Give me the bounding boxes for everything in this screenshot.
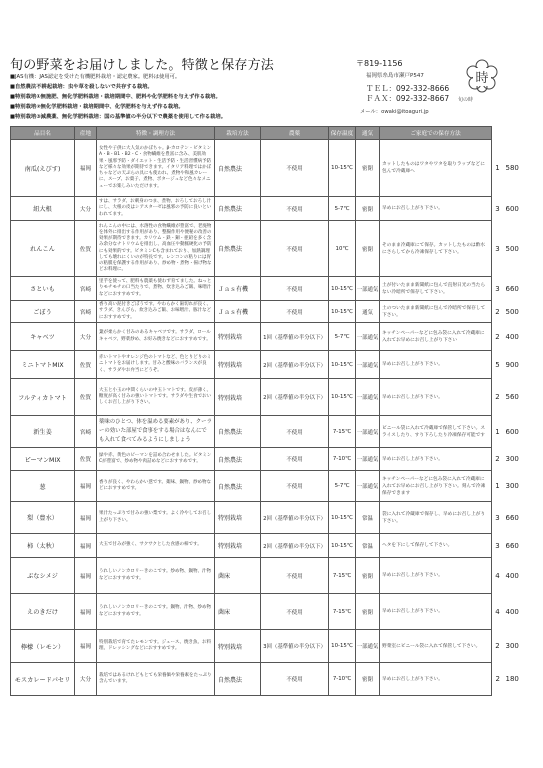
item-storage: ヘタを下にして保存して下さい。 xyxy=(380,534,492,558)
item-method: 自然農法 xyxy=(215,140,261,197)
item-feature: 特別栽培で育てたレモンです。ジュース、焼き魚、お料理、ドレッシングなどにおすすめです。 xyxy=(97,630,215,663)
item-name: 新生姜 xyxy=(11,416,75,448)
item-origin: 福岡 xyxy=(75,471,97,502)
item-temperature: 7-15℃ xyxy=(329,594,356,630)
item-ventilation: 一部通気 xyxy=(356,323,380,351)
item-price: 400 xyxy=(505,607,519,616)
item-temperature: 10-15℃ xyxy=(329,379,356,416)
header-item-name: 品目名 xyxy=(11,127,75,140)
item-feature: 大玉で甘みが強く、サクサクとした食感の柿です。 xyxy=(97,534,215,558)
header-pesticide: 農薬 xyxy=(261,127,329,140)
item-storage: 早めにお召し上がり下さい。 xyxy=(380,558,492,594)
item-price: 580 xyxy=(505,164,519,172)
item-temperature: 7-10℃ xyxy=(329,663,356,696)
item-ventilation: 一部通気 xyxy=(356,379,380,416)
item-price: 500 xyxy=(505,244,519,253)
item-temperature: 10-15℃ xyxy=(329,502,356,534)
item-origin: 福岡 xyxy=(75,558,97,594)
item-ventilation: 常温 xyxy=(356,502,380,534)
table-row xyxy=(11,502,531,534)
zip-code: 〒819-1156 xyxy=(356,59,403,68)
item-ventilation: 密閉 xyxy=(356,594,380,630)
item-quantity: 2 xyxy=(495,642,500,650)
item-storage: 野菜室にビニール袋に入れて保管して下さい。 xyxy=(380,630,492,663)
item-origin: 佐賀 xyxy=(75,351,97,379)
item-name: 紐大根 xyxy=(11,197,75,221)
item-price: 180 xyxy=(505,675,519,683)
item-method: 特別栽培 xyxy=(215,379,261,416)
item-price: 400 xyxy=(505,571,519,580)
item-pesticide: 2回（基準値の半分以下） xyxy=(261,379,329,416)
item-feature: すは、サラダ、お刺身のつま、煮物、おろしておろし汁にし、大根の皮はシアスターゼは風邪の予防に良いといわれてます。 xyxy=(97,197,215,221)
item-name: 柿（太秋） xyxy=(11,534,75,558)
table-header-row xyxy=(11,127,531,140)
item-storage: 袋に入れて冷蔵庫で保存し、早めにお召し上がり下さい。 xyxy=(380,502,492,534)
item-origin: 福岡 xyxy=(75,630,97,663)
item-feature: 赤いトマトやオレンジ色のトマトなど、色とりどりのミニトマトをお届けします。甘みと酸味のバランスが良く、サラダやお弁当にどうぞ。 xyxy=(97,351,215,379)
item-method: Ｊａｓ有機 xyxy=(215,301,261,323)
item-ventilation: 密閉 xyxy=(356,558,380,594)
item-pesticide: 不使用 xyxy=(261,140,329,197)
item-temperature: 7-10℃ xyxy=(329,448,356,471)
item-temperature: 5-7℃ xyxy=(329,323,356,351)
item-ventilation: 一部通気 xyxy=(356,416,380,448)
item-feature: 香りが良く、やわらかい葱です。薬味、鍋物、炒め物などにおすすめです。 xyxy=(97,471,215,502)
logo-char: 時 xyxy=(475,71,489,86)
item-ventilation: 密閉 xyxy=(356,140,380,197)
table-row xyxy=(11,277,531,301)
item-storage: ビニール袋に入れて冷蔵庫で保管して下さい。スライスしたり、すり下ろしたり冷凍保存可能です xyxy=(380,416,492,448)
item-feature: 大玉と小玉の中間くらいの中玉トマトです。皮が薄く、糖度が高く甘みの強いトマトです。サラダや生食でおいしくお召し上がり下さい。 xyxy=(97,379,215,416)
fax-number: ＦＡＸ：092-332-8667 xyxy=(366,94,450,103)
header-price xyxy=(504,127,531,140)
item-quantity: 2 xyxy=(495,675,500,683)
item-quantity: 3 xyxy=(495,204,500,213)
item-name: キャベツ xyxy=(11,323,75,351)
item-quantity: 1 xyxy=(495,427,500,436)
item-feature: れんこんの中には、水溶性の食物繊維が豊富で、老廃物を体外に排出する作用があり、整腸作用や便秘の改善の効果が期待できます。カリウム・鉄・銅・亜鉛を多く含み余分なナトリウムを排出し、高血圧や動脈硬化の予防にも効果的です。ビタミンCも含まれており、加熱調理しても壊れにくいのが特長です。レンコンの粘りには胃の粘膜を保護する作用があり、炒め物・煮物・揚げ物などお料理に。 xyxy=(97,221,215,277)
item-temperature: 7-15℃ xyxy=(329,416,356,448)
item-origin: 宮崎 xyxy=(75,301,97,323)
item-quantity: 5 xyxy=(495,360,500,369)
table-row xyxy=(11,416,531,448)
item-origin: 宮崎 xyxy=(75,277,97,301)
table-row xyxy=(11,630,531,663)
item-feature: 緑や赤、黄色のピーマンを詰め合わせました。ビタミンCが豊富で、炒め物や肉詰めなどにおすすめです。 xyxy=(97,448,215,471)
item-quantity: 4 xyxy=(495,571,500,580)
item-name: 南瓜(えびす) xyxy=(11,140,75,197)
item-pesticide: 2回（基準値の半分以下） xyxy=(261,351,329,379)
item-pesticide: 不使用 xyxy=(261,558,329,594)
item-storage: 早めにお召し上がり下さい。 xyxy=(380,197,492,221)
item-price: 400 xyxy=(505,332,519,341)
table-row xyxy=(11,197,531,221)
item-pesticide: 2回（基準値の半分以下） xyxy=(261,502,329,534)
item-ventilation: 一部通気 xyxy=(356,448,380,471)
table-row xyxy=(11,323,531,351)
item-name: 葱 xyxy=(11,471,75,502)
item-ventilation: 密閉 xyxy=(356,221,380,277)
item-pesticide: 2回（基準値の半分以下） xyxy=(261,534,329,558)
item-feature: 女性や子供に大人気のかぼちゃ。β-カロテン・ビタミンA・B・B1・B2・C・食物繊維を豊富に含み、美肌効果・風邪予防・ダイエット・生活予防・生活習慣病予防など様々な効果が期待できます。イタリア料理ではかぼちゃなどの天ぷらの具にも使われ、煮物や和風カレーに、スープ、お菓子、煮物、ポタージュなど色々なメニューでお楽しみいただけます。 xyxy=(97,140,215,197)
item-storage: そのまま冷蔵庫にて保存。カットしたものは酢水にさらしてから冷凍保存して下さい。 xyxy=(380,221,492,277)
item-origin: 佐賀 xyxy=(75,379,97,416)
item-method: 菌床 xyxy=(215,594,261,630)
item-storage: 早めにお召し上がり下さい。 xyxy=(380,351,492,379)
table-row xyxy=(11,221,531,277)
item-method: 自然農法 xyxy=(215,197,261,221)
item-ventilation: 一部通気 xyxy=(356,630,380,663)
item-temperature: 10-15℃ xyxy=(329,140,356,197)
table-row xyxy=(11,140,531,197)
item-method: 自然農法 xyxy=(215,471,261,502)
item-name: ぶなシメジ xyxy=(11,558,75,594)
item-method: 特別栽培 xyxy=(215,630,261,663)
item-name: 梨（豊水） xyxy=(11,502,75,534)
item-quantity: 3 xyxy=(495,284,500,293)
item-price: 660 xyxy=(505,541,519,550)
item-name: ミニトマトMIX xyxy=(11,351,75,379)
item-origin: 福岡 xyxy=(75,502,97,534)
item-feature: 葉が柔らかく甘みのあるキャベツです。サラダ、ロールキャベツ、野菜炒め、お好み焼きなどにおすすめです。 xyxy=(97,323,215,351)
table-row xyxy=(11,301,531,323)
item-method: 特別栽培 xyxy=(215,351,261,379)
table-row xyxy=(11,379,531,416)
header-qty xyxy=(492,127,504,140)
item-feature: 薬味のひとつ、体を温める要素があり、クーラーの効いた部屋で食事をする場合はなんにでも入れて食べてみるようにしましょう xyxy=(97,416,215,448)
header-ventilation: 通気 xyxy=(356,127,380,140)
item-pesticide: 3回（基準値の半分以下） xyxy=(261,630,329,663)
item-storage: 早めにお召し上がり下さい。 xyxy=(380,594,492,630)
item-price: 560 xyxy=(505,393,519,401)
item-storage: 土のついたまま新聞紙に包んで冷暗所で保存して下さい。 xyxy=(380,301,492,323)
item-quantity: 2 xyxy=(495,455,500,463)
item-quantity: 1 xyxy=(495,482,500,490)
item-price: 900 xyxy=(505,360,519,369)
item-storage: 早めにお召し上がり下さい。 xyxy=(380,448,492,471)
item-pesticide: 不使用 xyxy=(261,197,329,221)
produce-table xyxy=(10,126,531,696)
cultivation-notes xyxy=(10,72,340,122)
item-temperature: 10-15℃ xyxy=(329,534,356,558)
item-temperature: 5-7℃ xyxy=(329,471,356,502)
item-price: 660 xyxy=(505,284,519,293)
table-row xyxy=(11,663,531,696)
note-special-1: ■特別栽培①無施肥、無化学肥料栽培・栽培期間中、肥料や化学肥料を与えず作る栽培。 xyxy=(10,94,221,100)
table-row xyxy=(11,534,531,558)
item-method: 特別栽培 xyxy=(215,323,261,351)
table-row xyxy=(11,351,531,379)
item-temperature: 10-15℃ xyxy=(329,301,356,323)
item-price: 600 xyxy=(505,427,519,436)
item-origin: 福岡 xyxy=(75,140,97,197)
header-method: 栽培方法 xyxy=(215,127,261,140)
item-method: 特別栽培 xyxy=(215,534,261,558)
item-temperature: 10-15℃ xyxy=(329,351,356,379)
item-temperature: 7-15℃ xyxy=(329,558,356,594)
header-temperature: 保存温度 xyxy=(329,127,356,140)
item-ventilation: 密閉 xyxy=(356,197,380,221)
email-address: メール：owaki@itoaguri.jp xyxy=(360,109,429,115)
item-pesticide: 不使用 xyxy=(261,301,329,323)
item-name: さといも xyxy=(11,277,75,301)
item-feature: うれしいノンカロリーきのこです。鍋物、汁物、炒め物などにおすすめです。 xyxy=(97,594,215,630)
item-temperature: 10-15℃ xyxy=(329,630,356,663)
item-price: 660 xyxy=(505,513,519,522)
item-name: ピーマンMIX xyxy=(11,448,75,471)
item-ventilation: 密閉 xyxy=(356,663,380,696)
table-row xyxy=(11,471,531,502)
item-feature: 香り高い泥付きごぼうです。やわらかく歯切れが良く、サラダ、きんぴら、炊き込みご飯、お味噌汁、豚汁などにおすすめです。 xyxy=(97,301,215,323)
item-method: 自然農法 xyxy=(215,221,261,277)
item-price: 300 xyxy=(505,642,519,650)
logo-caption: 旬の時 xyxy=(458,97,474,103)
item-ventilation: 通気 xyxy=(356,301,380,323)
item-pesticide: 不使用 xyxy=(261,448,329,471)
item-ventilation: 一部通気 xyxy=(356,351,380,379)
item-ventilation: 一部通気 xyxy=(356,277,380,301)
item-method: 菌床 xyxy=(215,558,261,594)
item-pesticide: 不使用 xyxy=(261,471,329,502)
phone-number: ＴＥＬ：092-332-8666 xyxy=(366,84,450,93)
item-price: 300 xyxy=(505,482,519,490)
item-name: 檸檬（レモン） xyxy=(11,630,75,663)
item-name: フルティカトマト xyxy=(11,379,75,416)
item-ventilation: 一部通気 xyxy=(356,471,380,502)
item-price: 300 xyxy=(505,455,519,463)
item-quantity: 2 xyxy=(495,393,500,401)
table-body xyxy=(11,140,531,696)
item-storage: キッチンペーパーなどに包み袋に入れて冷蔵庫に入れてお早めにお召し上がり下さい xyxy=(380,323,492,351)
item-name: ごぼう xyxy=(11,301,75,323)
note-special-2: ■特別栽培②無化学肥料栽培・栽培期間中、化学肥料を与えず作る栽培。 xyxy=(10,104,184,110)
item-temperature: 10℃ xyxy=(329,221,356,277)
address: 福岡県糸島市瀬戸P547 xyxy=(366,73,424,79)
item-origin: 大分 xyxy=(75,323,97,351)
item-quantity: 3 xyxy=(495,541,500,550)
item-quantity: 3 xyxy=(495,244,500,253)
table-row xyxy=(11,448,531,471)
item-origin: 福岡 xyxy=(75,594,97,630)
note-special-3: ■特別栽培③減農薬、無化学肥料栽培：国の基準値の半分以下で農薬を使用して作る栽培。 xyxy=(10,114,227,120)
table-row xyxy=(11,558,531,594)
note-jas: ■JAS有機：JAS認定を受けた有機肥料栽培・認定農家。肥料は使用可。 xyxy=(10,74,181,80)
document-header xyxy=(0,0,543,125)
item-name: れんこん xyxy=(11,221,75,277)
item-pesticide: 不使用 xyxy=(261,277,329,301)
header-storage: ご家庭での保存方法 xyxy=(380,127,492,140)
item-storage: 早めにお召し上がり下さい。 xyxy=(380,663,492,696)
item-pesticide: 不使用 xyxy=(261,416,329,448)
item-feature: 里芋を使って、肥料も農薬も使わず育てました。ねっとりモチモチの口当たりで、煮物、炊き込みご飯、味噌汁などにおすすめです。 xyxy=(97,277,215,301)
item-ventilation: 常温 xyxy=(356,534,380,558)
item-feature: 栽培ではあるけれどもとても栄養価や栄養素をたっぷり含んでいます。 xyxy=(97,663,215,696)
item-pesticide: 不使用 xyxy=(261,594,329,630)
item-quantity: 3 xyxy=(495,513,500,522)
item-origin: 佐賀 xyxy=(75,221,97,277)
item-temperature: 10-15℃ xyxy=(329,277,356,301)
item-storage: 早めにお召し上がり下さい。 xyxy=(380,379,492,416)
item-method: 自然農法 xyxy=(215,663,261,696)
item-origin: 宮崎 xyxy=(75,416,97,448)
item-storage: キッチンペーパーなどに包み袋に入れて冷蔵庫に入れてお早めにお召し上がり下さい。刻んで冷凍保存できます xyxy=(380,471,492,502)
item-quantity: 2 xyxy=(495,307,500,316)
item-method: 自然農法 xyxy=(215,416,261,448)
item-origin: 佐賀 xyxy=(75,448,97,471)
item-storage: 土が付いたまま新聞紙に包んで直射日光の当たらない冷暗所で保存して下さい。 xyxy=(380,277,492,301)
item-method: 自然農法 xyxy=(215,448,261,471)
item-quantity: 4 xyxy=(495,607,500,616)
header-origin: 産地 xyxy=(75,127,97,140)
item-pesticide: 不使用 xyxy=(261,663,329,696)
table-row xyxy=(11,594,531,630)
item-price: 600 xyxy=(505,204,519,213)
item-price: 500 xyxy=(505,307,519,316)
item-origin: 大分 xyxy=(75,663,97,696)
header-feature: 特徴・調理方法 xyxy=(97,127,215,140)
item-temperature: 5-7℃ xyxy=(329,197,356,221)
item-quantity: 2 xyxy=(495,332,500,341)
item-name: モスカレードパセリ xyxy=(11,663,75,696)
item-name: えのきだけ xyxy=(11,594,75,630)
item-quantity: 1 xyxy=(495,164,500,172)
item-pesticide: 不使用 xyxy=(261,221,329,277)
document-title: 旬の野菜をお届けしました。特徴と保存方法 xyxy=(10,58,275,73)
note-natural: ■自然農法不耕起栽培：虫や草を殺しないで共存する栽培。 xyxy=(10,84,153,90)
item-feature: 果汁たっぷりで甘みの強い梨です。よく冷やしてお召し上がり下さい。 xyxy=(97,502,215,534)
item-pesticide: 1回（基準値の半分以下） xyxy=(261,323,329,351)
item-storage: カットしたものはワタやワタを取りラップなどに包んで冷蔵庫へ xyxy=(380,140,492,197)
item-method: 特別栽培 xyxy=(215,502,261,534)
logo-icon xyxy=(463,58,501,94)
item-method: Ｊａｓ有機 xyxy=(215,277,261,301)
item-feature: うれしいノンカロリーきのこです。炒め物、鍋物、汁物などにおすすめです。 xyxy=(97,558,215,594)
item-origin: 大分 xyxy=(75,197,97,221)
item-origin: 福岡 xyxy=(75,534,97,558)
